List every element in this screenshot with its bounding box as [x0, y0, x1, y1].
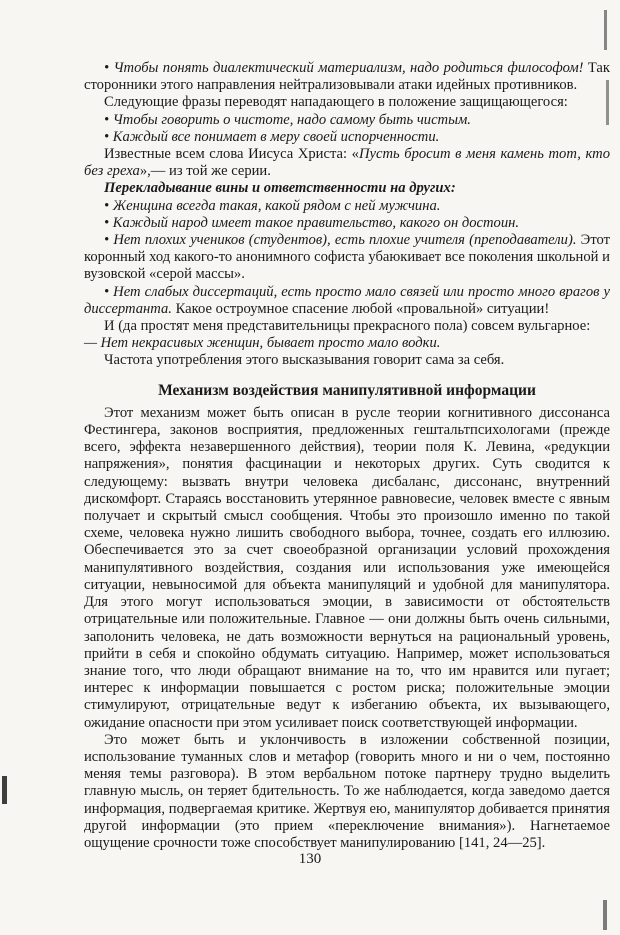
text-run: • Чтобы понять диалектический материализм, надо родиться философом! — [104, 60, 588, 76]
text-run: • Чтобы говорить о чистоте, надо самому быть чистым. — [104, 111, 471, 128]
text-run: Какое остроумное спасение любой «провальной» ситуации! — [171, 300, 550, 317]
text-run: Так сторонники этого направления нейтрализовывали атаки идейных противников. — [84, 60, 610, 94]
intro-line — [84, 215, 610, 232]
paragraph-1: Этот механизм может быть описан в русле теории когнитивного диссонанса Фестингера, законов восприятия, предложенных гештальтпсихологами (прежде всего, эффекта незавершенного действия), теории поля К. Левина, «редукции напряжения», понятия фасцинации и некоторых других. Суть сводится к следующему: вызвать внутри человека дисбаланс, диссонанс, внутренний дискомфорт. Стараясь восстановить утерянное равновесие, человек вместе с явным получает и скрытый смысл сообщения. Чтобы это произошло именно по такой схеме, человека нужно лишить свободного выбора, точнее, создать его иллюзию. Обеспечивается это за счет своеобразной организации условий прохождения манипулятивного воздействия, создания или использования уже имеющейся ситуации, невыносимой для объекта манипуляций и удобной для манипулятора. Для этого могут использоваться эмоции, в зависимости от обстоятельств отрицательные или положительные. Главное — они должны быть очень сильными, заполонить человека, не дать возможности вернуться на рациональный уровень, прийти в себя и спокойно обдумать ситуацию. Например, может использоваться знание того, что люди обращают внимание на то, что им нравится или пугает; интерес к информации повышается с ростом риска; положительные эмоции стимулируют, отрицательные ведут к избеганию объекта, их вызывающего, ожидание опасности при этом усиливает поиск соответствующей информации. — [84, 404, 610, 731]
text-run: Перекладывание вины и ответственности на других: — [104, 180, 456, 197]
text-run: Пусть бросит в меня камень тот, кто без греха — [84, 146, 610, 180]
scan-mark-bottom-right — [603, 900, 607, 930]
intro-line — [84, 352, 610, 369]
text-run: • Нет слабых диссертаций, есть просто мало связей или просто много врагов у диссертанта. — [84, 283, 610, 317]
text-run: »,— из той же серии. — [139, 163, 271, 180]
intro-line — [84, 232, 610, 284]
text-run: Известные всем слова Иисуса Христа: « — [104, 146, 359, 163]
scan-mark-left — [2, 776, 7, 804]
text-run: • Каждый все понимает в меру своей испорченности. — [104, 128, 440, 145]
text-run: Следующие фразы переводят нападающего в положение защищающегося: — [104, 94, 568, 111]
page-body — [84, 60, 610, 852]
intro-line — [84, 146, 610, 180]
intro-line — [84, 94, 610, 111]
intro-line — [84, 112, 610, 129]
text-run: Этот коронный ход какого-то анонимного софиста убаюкивает все поколения школьной и вузовской «серой массы». — [84, 232, 610, 283]
text-run: Частота употребления этого высказывания говорит сама за себя. — [104, 352, 505, 369]
paragraph-2: Это может быть и уклончивость в изложении собственной позиции, использование туманных слов и метафор (говорить много и ни о чем, постоянно меняя темы разговора). В этом вербальном потоке партнеру трудно выделить главную мысль, он теряет бдительность. То же наблюдается, когда заведомо дается информация, подвергаемая критике. Жертвуя ею, манипулятор добивается принятия другой информации (это прием «переключение внимания»). Нагнетаемое ощущение срочности тоже способствует манипулированию [141, 24—25]. — [84, 731, 610, 851]
intro-lines — [84, 60, 610, 370]
text-run: • Женщина всегда такая, какой рядом с ней мужчина. — [104, 197, 441, 214]
page-number: 130 — [298, 851, 322, 867]
intro-line — [84, 180, 610, 197]
section-heading: Механизм воздействия манипулятивной информации — [158, 381, 536, 399]
text-run: • Нет плохих учеников (студентов), есть плохие учителя (преподаватели). — [104, 232, 577, 249]
text-run: • Каждый народ имеет такое правительство, какого он достоин. — [104, 214, 520, 231]
intro-line — [84, 335, 610, 352]
text-run: И (да простят меня представительницы прекрасного пола) совсем вульгарное: — [104, 318, 591, 335]
intro-line — [84, 198, 610, 215]
intro-line — [84, 129, 610, 146]
scan-mark-right — [606, 80, 609, 125]
text-run: — Нет некрасивых женщин, бывает просто мало водки. — [84, 335, 441, 352]
scan-mark-top-right — [604, 10, 607, 50]
intro-line — [84, 318, 610, 335]
intro-line — [84, 60, 610, 94]
intro-line — [84, 284, 610, 318]
